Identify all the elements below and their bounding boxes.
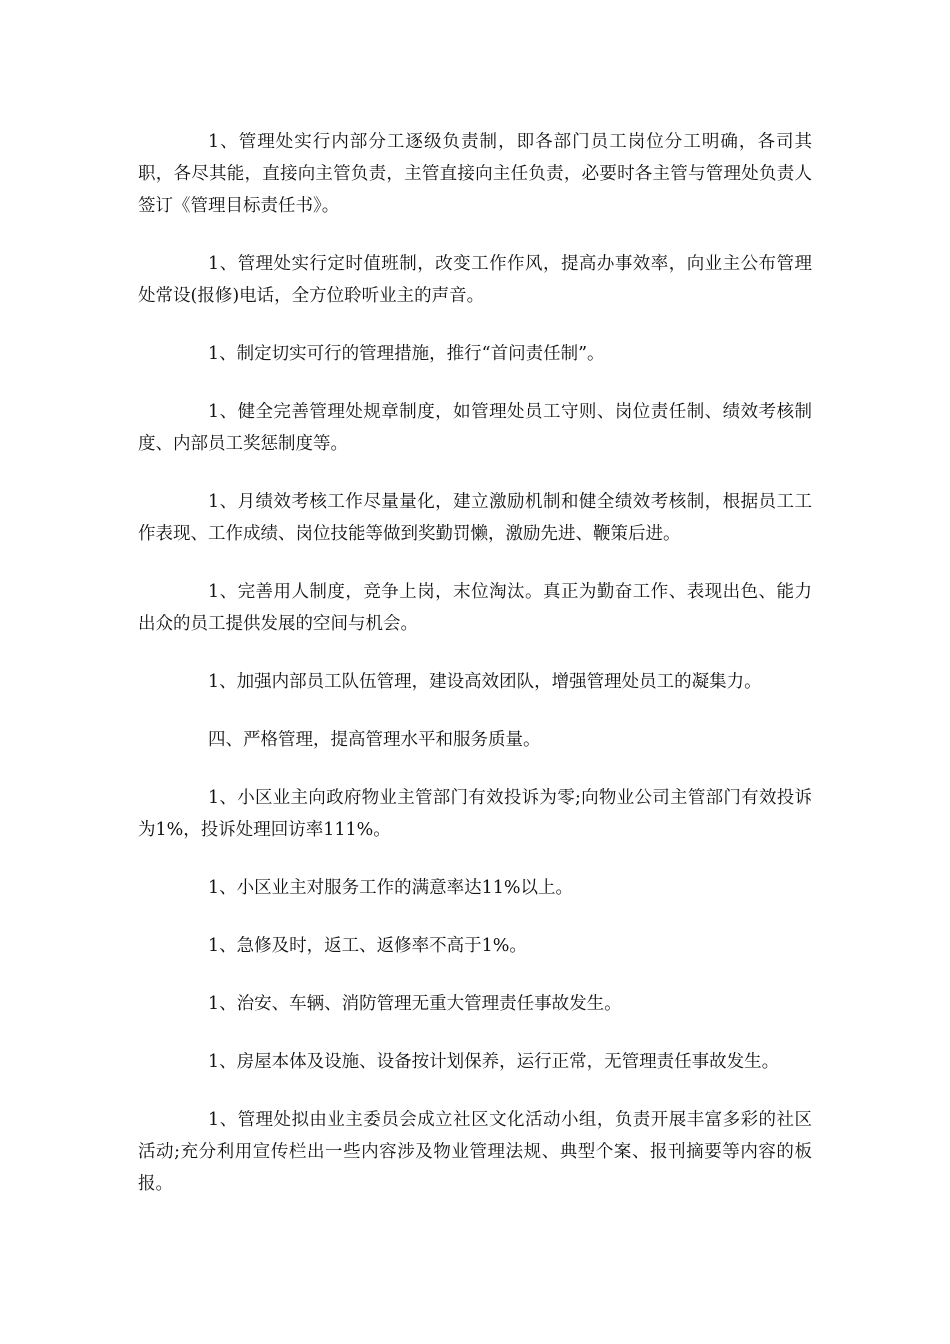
paragraph-complaints: 1、小区业主向政府物业主管部门有效投诉为零;向物业公司主管部门有效投诉为1%，投诉处理回访率111%。 — [138, 788, 812, 840]
paragraph-repairs: 1、急修及时，返工、返修率不高于1%。 — [208, 936, 527, 956]
paragraph-satisfaction: 1、小区业主对服务工作的满意率达11%以上。 — [208, 878, 574, 898]
paragraph-security: 1、治安、车辆、消防管理无重大管理责任事故发生。 — [208, 994, 622, 1014]
paragraph-regulations: 1、健全完善管理处规章制度，如管理处员工守则、岗位责任制、绩效考核制度、内部员工奖惩制度等。 — [138, 402, 812, 454]
paragraph-hiring-system: 1、完善用人制度，竞争上岗，末位淘汰。真正为勤奋工作、表现出色、能力出众的员工提供发展的空间与机会。 — [138, 582, 812, 634]
paragraph-community-activities: 1、管理处拟由业主委员会成立社区文化活动小组，负责开展丰富多彩的社区活动;充分利用宣传栏出一些内容涉及物业管理法规、典型个案、报刊摘要等内容的板报。 — [138, 1110, 812, 1194]
section-heading-strict-management: 四、严格管理，提高管理水平和服务质量。 — [208, 730, 541, 750]
paragraph-maintenance: 1、房屋本体及设施、设备按计划保养，运行正常，无管理责任事故发生。 — [208, 1052, 780, 1072]
paragraph-performance-review: 1、月绩效考核工作尽量量化，建立激励机制和健全绩效考核制，根据员工工作表现、工作成绩、岗位技能等做到奖勤罚懒，激励先进、鞭策后进。 — [138, 492, 812, 544]
paragraph-first-inquiry: 1、制定切实可行的管理措施，推行“首问责任制”。 — [208, 344, 605, 364]
paragraph-team-building: 1、加强内部员工队伍管理，建设高效团队，增强管理处员工的凝集力。 — [208, 672, 762, 692]
paragraph-responsibility-system: 1、管理处实行内部分工逐级负责制，即各部门员工岗位分工明确，各司其职，各尽其能，直接向主管负责，主管直接向主任负责，必要时各主管与管理处负责人签订《管理目标责任书》。 — [138, 132, 812, 216]
document-body — [138, 126, 812, 1226]
paragraph-duty-schedule: 1、管理处实行定时值班制，改变工作作风，提高办事效率，向业主公布管理处常设(报修)电话，全方位聆听业主的声音。 — [138, 254, 812, 306]
